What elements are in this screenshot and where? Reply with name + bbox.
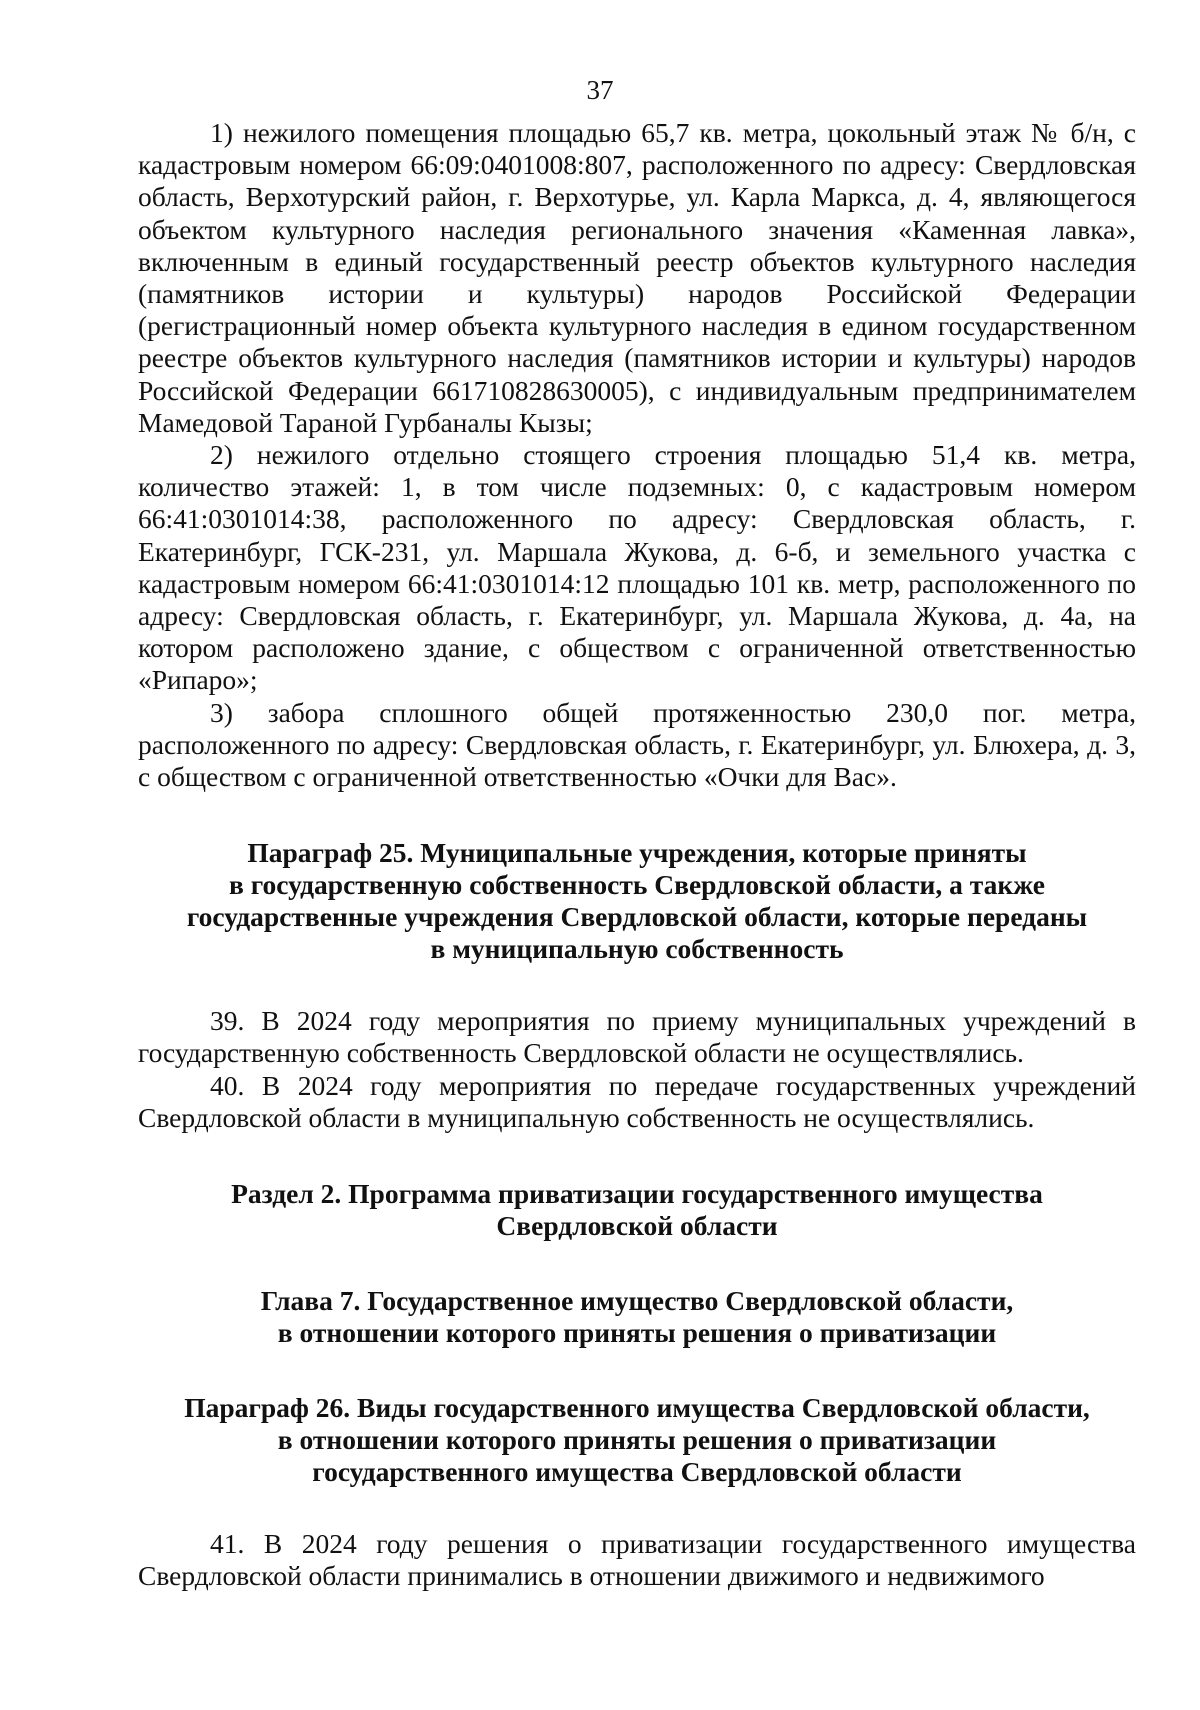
document-body — [138, 117, 1136, 1592]
heading-line: государственные учреждения Свердловской области, которые переданы — [186, 901, 1088, 933]
clause-39: 39. В 2024 году мероприятия по приему муниципальных учреждений в государственную собственность Свердловской области не осуществлялись. — [138, 1005, 1136, 1069]
heading-line: Раздел 2. Программа приватизации государственного имущества — [231, 1178, 1043, 1210]
section-2-heading — [138, 1178, 1136, 1242]
page-number: 37 — [586, 75, 614, 105]
heading-line: Глава 7. Государственное имущество Свердловской области, — [260, 1285, 1014, 1317]
heading-line: в муниципальную собственность — [430, 933, 844, 965]
clause-40: 40. В 2024 году мероприятия по передаче государственных учреждений Свердловской области в муниципальную собственность не осуществлялись. — [138, 1069, 1136, 1133]
heading-line: Параграф 26. Виды государственного имущества Свердловской области, — [184, 1392, 1090, 1424]
paragraph-25-heading — [138, 837, 1136, 965]
heading-line: в отношении которого приняты решения о приватизации — [277, 1317, 997, 1349]
heading-line: Свердловской области — [496, 1210, 778, 1242]
heading-line: государственного имущества Свердловской области — [312, 1456, 962, 1488]
heading-line: в государственную собственность Свердловской области, а также — [229, 869, 1045, 901]
paragraph-26-heading — [138, 1392, 1136, 1488]
list-item-3: 3) забора сплошного общей протяженностью 230,0 пог. метра, расположенного по адресу: Свердловская область, г. Екатеринбург, ул. Блюхера, д. 3, с обществом с ограниченной ответственностью «Очки для Вас». — [138, 696, 1136, 793]
list-item-1: 1) нежилого помещения площадью 65,7 кв. метра, цокольный этаж № б/н, с кадастровым номером 66:09:0401008:807, расположенного по адресу: Свердловская область, Верхотурский район, г. Верхотурье, ул. Карла Маркса, д. 4, являющегося объектом культурного наследия регионального значения «Каменная лавка», включенным в единый государственный реестр объектов культурного наследия (памятников истории и культуры) народов Российской Федерации (регистрационный номер объекта культурного наследия в едином государственном реестре объектов культурного наследия (памятников истории и культуры) народов Российской Федерации 661710828630005), с индивидуальным предпринимателем Мамедовой Тараной Гурбаналы Кызы; — [138, 117, 1136, 438]
list-item-2: 2) нежилого отдельно стоящего строения площадью 51,4 кв. метра, количество этажей: 1, в том числе подземных: 0, с кадастровым номером 66:41:0301014:38, расположенного по адресу: Свердловская область, г. Екатеринбург, ГСК-231, ул. Маршала Жукова, д. 6-б, и земельного участка с кадастровым номером 66:41:0301014:12 площадью 101 кв. метр, расположенного по адресу: Свердловская область, г. Екатеринбург, ул. Маршала Жукова, д. 4а, на котором расположено здание, с обществом с ограниченной ответственностью «Рипаро»; — [138, 439, 1136, 696]
clause-41: 41. В 2024 году решения о приватизации государственного имущества Свердловской области принимались в отношении движимого и недвижимого — [138, 1528, 1136, 1592]
heading-line: в отношении которого приняты решения о приватизации — [277, 1424, 997, 1456]
chapter-7-heading — [138, 1285, 1136, 1349]
heading-line: Параграф 25. Муниципальные учреждения, которые приняты — [247, 837, 1027, 869]
